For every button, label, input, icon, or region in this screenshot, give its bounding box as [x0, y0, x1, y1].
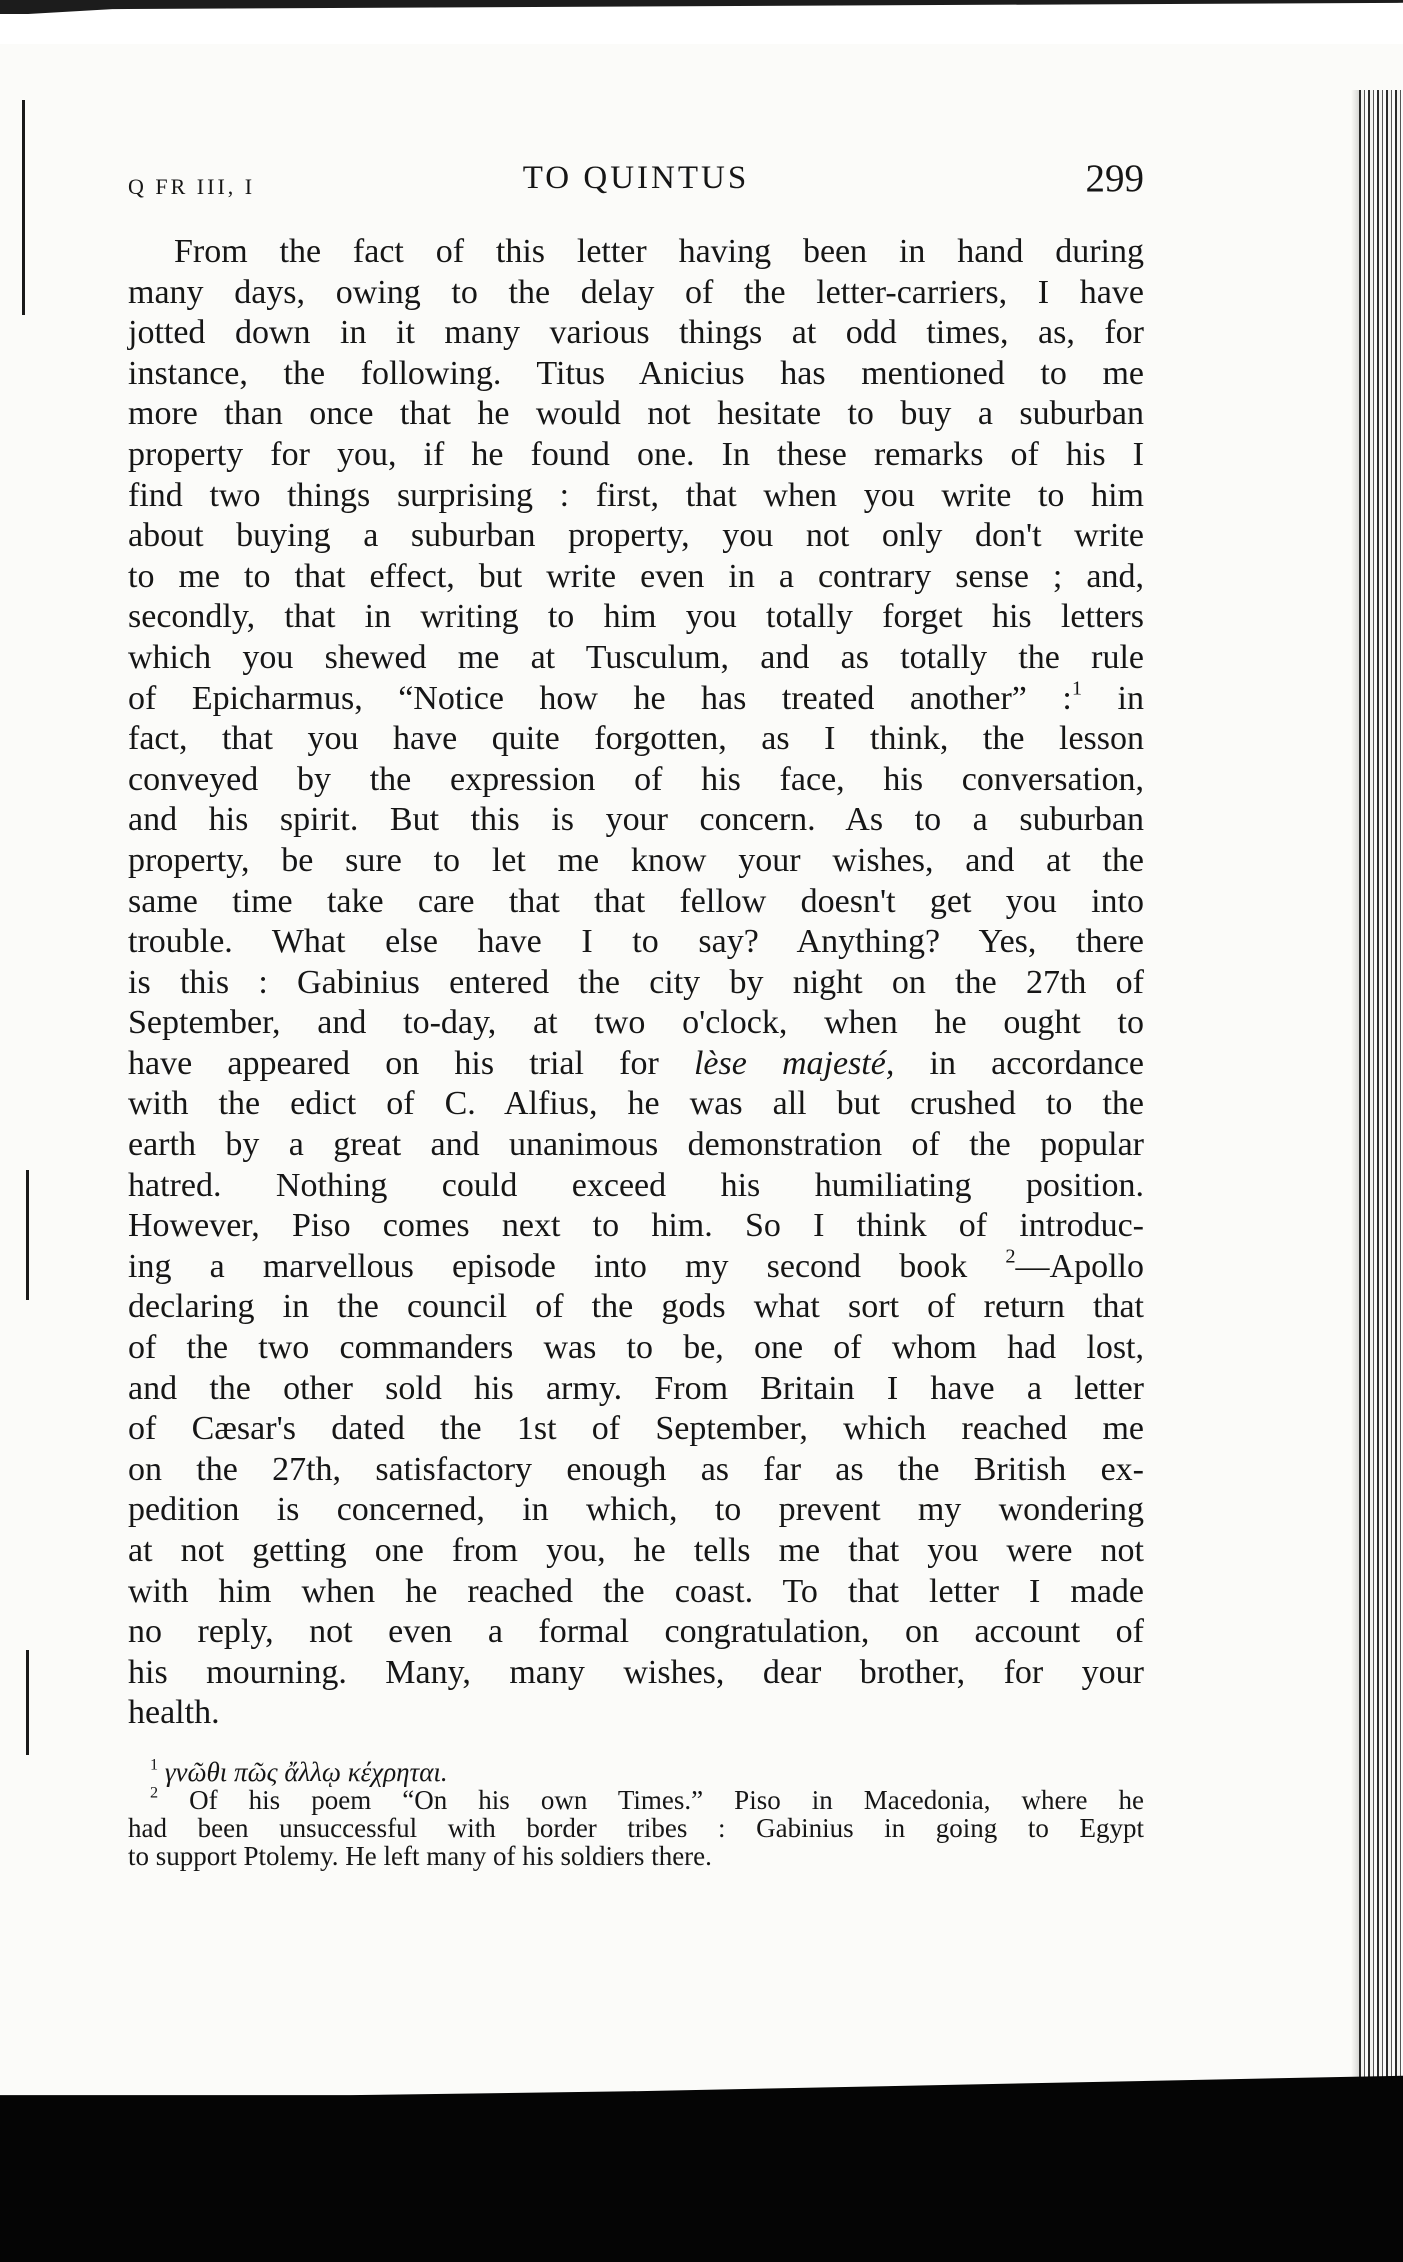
footnote-2: [128, 1783, 1145, 1815]
text-line: of the two commanders was to be, one of whom had lost,: [128, 1329, 1144, 1367]
letter-body: [128, 232, 1144, 1734]
line-text: have appeared on his trial for: [128, 1044, 659, 1082]
footnote-2-line: had been unsuccessful with border tribes : Gabinius in going to Egypt: [128, 1813, 1144, 1843]
text-line: no reply, not even a formal congratulation, on account of: [128, 1613, 1144, 1651]
line-text: ing a marvellous episode into my second book: [128, 1247, 968, 1285]
text-line: [128, 1044, 1144, 1085]
footnote-ref-1: 1: [1071, 677, 1083, 700]
text-line: pedition is concerned, in which, to prevent my wondering: [128, 1491, 1144, 1529]
text-line: fact, that you have quite forgotten, as I think, the lesson: [128, 720, 1144, 758]
footnote-greek-text: γνῶθι πῶς ἄλλῳ κέχρηται.: [164, 1757, 448, 1787]
page-number: 299: [1085, 157, 1144, 200]
footnote-marker: 2: [150, 1783, 159, 1802]
text-line: instance, the following. Titus Anicius has mentioned to me: [128, 354, 1144, 392]
line-text-tail: —Apollo: [1015, 1247, 1144, 1285]
text-line: [128, 679, 1144, 720]
text-line: which you shewed me at Tusculum, and as totally the rule: [128, 638, 1144, 676]
text-line: and the other sold his army. From Britain I have a letter: [128, 1369, 1144, 1407]
text-line: trouble. What else have I to say? Anything? Yes, there: [128, 923, 1144, 961]
book-page-edges: [1359, 90, 1403, 2100]
footnote-ref-2: 2: [1005, 1245, 1016, 1268]
text-line: find two things surprising : first, that when you write to him: [128, 476, 1144, 514]
running-reference: Q FR III, I: [128, 174, 256, 199]
page-header: [128, 157, 1144, 204]
text-line: However, Piso comes next to him. So I think of introduc-: [128, 1207, 1144, 1245]
text-line: health.: [128, 1694, 220, 1732]
line-text-tail: in: [1117, 679, 1144, 717]
line-text-tail: in accordance: [929, 1044, 1144, 1082]
text-line: more than once that he would not hesitate to buy a suburban: [128, 395, 1144, 433]
text-line: at not getting one from you, he tells me that you were not: [128, 1532, 1144, 1569]
footnote-2-line: to support Ptolemy. He left many of his soldiers there.: [128, 1841, 712, 1871]
text-line: about buying a suburban property, you not only don't write: [128, 517, 1144, 555]
text-line: and his spirit. But this is your concern. As to a suburban: [128, 801, 1144, 839]
text-line: same time take care that that fellow doesn't get you into: [128, 882, 1144, 920]
text-line: declaring in the council of the gods what sort of return that: [128, 1288, 1144, 1326]
text-line: with him when he reached the coast. To that letter I made: [128, 1572, 1144, 1610]
scan-left-mark: [26, 1170, 29, 1300]
text-line: earth by a great and unanimous demonstration of the popular: [128, 1126, 1144, 1164]
text-line: property for you, if he found one. In these remarks of his I: [128, 435, 1144, 473]
text-line: [128, 1247, 1144, 1288]
text-line: with the edict of C. Alfius, he was all but crushed to the: [128, 1085, 1144, 1123]
text-line: is this : Gabinius entered the city by night on the 27th of: [128, 963, 1144, 1001]
footnote-text: Of his poem “On his own Times.” Piso in Macedonia, where he: [189, 1785, 1145, 1815]
line-text: of Epicharmus, “Notice how he has treated another” :: [128, 679, 1072, 717]
text-line: property, be sure to let me know your wishes, and at the: [128, 841, 1144, 879]
text-line: many days, owing to the delay of the letter-carriers, I have: [128, 273, 1144, 311]
page-gutter-shadow: [1351, 90, 1359, 2100]
italic-phrase: lèse majesté,: [693, 1044, 895, 1082]
text-line: on the 27th, satisfactory enough as far as the British ex-: [128, 1450, 1144, 1488]
scan-left-mark: [26, 1650, 29, 1755]
scan-bottom-border: [0, 2068, 1403, 2262]
text-line: his mourning. Many, many wishes, dear brother, for your: [128, 1653, 1144, 1691]
text-line: to me to that effect, but write even in a contrary sense ; and,: [128, 557, 1144, 595]
text-line: jotted down in it many various things at odd times, as, for: [128, 314, 1144, 352]
text-line: hatred. Nothing could exceed his humiliating position.: [128, 1166, 1144, 1204]
text-line: From the fact of this letter having been in hand during: [174, 233, 1144, 270]
footnote-marker: 1: [150, 1755, 159, 1774]
text-line: secondly, that in writing to him you totally forget his letters: [128, 598, 1144, 636]
text-line: September, and to-day, at two o'clock, when he ought to: [128, 1004, 1144, 1042]
text-line: conveyed by the expression of his face, his conversation,: [128, 760, 1144, 798]
text-line: of Cæsar's dated the 1st of September, which reached me: [128, 1410, 1144, 1448]
scan-left-mark: [22, 100, 25, 315]
running-title: TO QUINTUS: [522, 160, 750, 196]
footnote-1: [128, 1755, 1144, 1787]
footnotes: [128, 1755, 1145, 1871]
